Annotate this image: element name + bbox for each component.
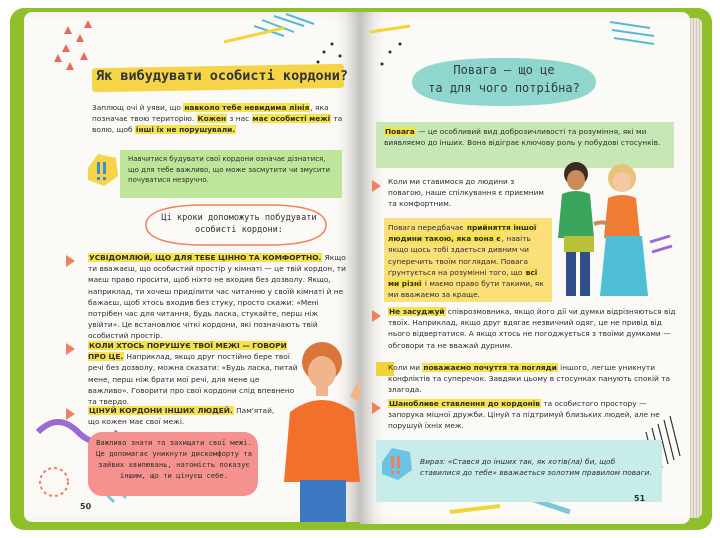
step-1-arrow-icon — [66, 255, 75, 267]
exclamation-icon-right — [376, 444, 416, 484]
highlighted-phrase: всі ми різні — [388, 267, 538, 289]
paragraph-3 — [388, 306, 678, 351]
bottom-note-text: Важливо знати та захищати свої межі. Це допомагає уникнути дискомфорту та зайвих хвилювань, натомість показує іншим, що ти цінуєш себе. — [96, 438, 252, 480]
highlighted-phrase: поважаємо почуття та погляди — [423, 363, 557, 372]
text-run: , яка позначає твою територію. — [92, 103, 329, 124]
step-3-arrow-icon — [66, 408, 75, 420]
p3-arrow-icon — [372, 310, 381, 322]
paragraph-5 — [388, 398, 678, 432]
text-run: Повага передбачає — [388, 223, 466, 232]
text-run: з нас — [227, 114, 252, 124]
highlighted-phrase: Не засуджуй — [389, 307, 445, 316]
step-heading: ЦІНУЙ КОРДОНИ ІНШИХ ЛЮДЕЙ. — [89, 406, 233, 415]
text-run: та волю, щоб — [92, 114, 343, 135]
highlighted-phrase: навколо тебе невидима лінія — [184, 103, 310, 112]
text-run: та особистого простору — запорука міцної дружби. Цінуй та підтримуй близьких людей, але не порушуй їхніх меж. — [388, 399, 660, 431]
definition-text — [384, 126, 668, 148]
highlighted-phrase: Шанобливе ставлення до кордонів — [389, 399, 540, 408]
highlighted-phrase: інші їх не порушували. — [135, 125, 236, 135]
paragraph-4 — [388, 362, 678, 396]
text-run: , навіть якщо щось тобі здається дивним чи суперечить твоїм поглядам. Повага ґрунтується на розумінні того, що — [388, 234, 531, 277]
page-edges — [688, 18, 702, 518]
highlighted-phrase: Кожен — [197, 114, 227, 124]
boy-illustration — [280, 332, 364, 522]
highlighted-phrase: прийняття іншої людини такою, яка вона є — [388, 223, 537, 244]
right-title-line-2: та для чого потрібна? — [428, 81, 580, 95]
paragraph-2 — [388, 222, 548, 300]
text-run: Коли ми — [388, 363, 423, 372]
p1-arrow-icon — [372, 180, 381, 192]
right-page — [360, 12, 690, 524]
step-2-arrow-icon — [66, 343, 75, 355]
quote-text: Вираз: «Стався до інших так, як хотів(ла) би, щоб ставилися до тебе» вважається золотим правилом поваги. — [420, 457, 652, 478]
step-body: Пам'ятай, що кожен має свої межі. — [88, 406, 275, 427]
step-body: Наприклад, якщо друг постійно бере твої речі без дозволу, можна сказати: «Будь ласка, питай мене, перш ніж брати мої речі, для мене це важливо». Говорити про свої кордони слід впевнено та твердо. — [88, 352, 298, 407]
right-page-title — [418, 61, 590, 97]
tip-text: Навчитися будувати свої кордони означає дізнатися, що для тебе важливо, що може засмутити чи змусити почуватися незручно. — [128, 155, 331, 184]
steps-heading: Ці кроки допоможуть побудувати особисті кордони: — [161, 213, 317, 235]
intro-paragraph — [92, 102, 350, 136]
step-heading: УСВІДОМЛЮЙ, ЩО ДЛЯ ТЕБЕ ЦІННО ТА КОМФОРТНО. — [89, 253, 322, 262]
text-run: іншого, легше уникнути конфліктів та суперечок. Завдяки цьому в стосунках панують спокій та злагода. — [388, 363, 671, 395]
text-run: і маємо право бути такими, як ми вважаємо за краще. — [388, 279, 544, 300]
text-run: співрозмовника, якщо його дії чи думки відрізняються від твоїх. Наприклад, якщо друг вдягає незвичний одяг, це не привід від нього відвертатися. А якщо хтось не погоджується з твоїми думками — обговори та не вважай дурним. — [388, 307, 676, 350]
p5-arrow-icon — [372, 402, 381, 414]
right-title-line-1: Повага — що це — [453, 63, 555, 77]
left-page — [24, 12, 360, 522]
highlighted-phrase: Повага — [385, 127, 415, 136]
paragraph-1: Коли ми ставимося до людини з повагою, наше спілкування є приємним та комфортним. — [388, 177, 545, 209]
two-people-illustration — [550, 160, 650, 310]
step-1-text — [88, 252, 350, 342]
step-2-text — [88, 340, 300, 407]
step-heading: КОЛИ ХТОСЬ ПОРУШУЄ ТВОЇ МЕЖІ — ГОВОРИ ПРО ЦЕ. — [88, 341, 287, 362]
left-page-title: Як вибудувати особисті кордони? — [96, 68, 348, 84]
highlighted-phrase: має особисті межі — [252, 114, 331, 124]
text-run: Заплющ очі й уяви, що — [92, 103, 184, 112]
page-number-left: 50 — [80, 502, 92, 511]
page-number-right: 51 — [634, 494, 646, 503]
step-3-text — [88, 405, 286, 427]
exclamation-icon — [82, 150, 122, 190]
text-run: — це особливий вид доброзичливості та розуміння, які ми виявляємо до інших. Вона відіграє ключову роль у побудові стосунків. — [384, 127, 661, 148]
step-body: Якщо ти вважаєш, що особистий простір у кімнаті — це твій кордон, ти маєш право просити, щоб ніхто не входив без дозволу. Якщо, наприклад, ти хочеш приділити час читанню у своїй кімнаті й не бажаєш, щоб хтось входив без стуку, просто скажи: «Мені потрібен час для читання, будь ласка, стукайте, перш ніж увійти». Це встановлює чіткі кордони, які позначають твій особистий простір. — [88, 253, 346, 341]
